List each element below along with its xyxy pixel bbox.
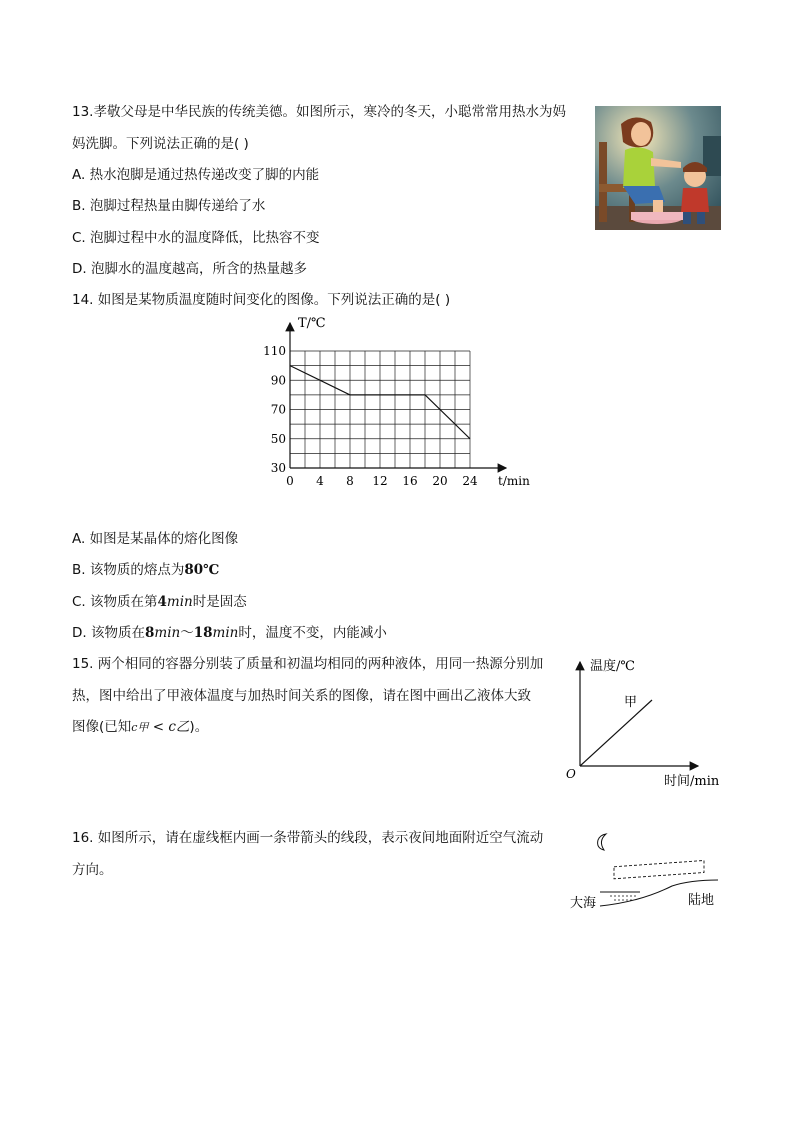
q15-ylabel: 温度/℃ [590,659,635,674]
x-axis-label: t/min [498,474,530,488]
q15-less-than: < [148,719,169,735]
q15-line1: 15. 两个相同的容器分别装了质量和初温均相同的两种液体，用同一热源分别加 [72,656,544,672]
q13-option-c: C. 泡脚过程中水的温度降低，比热容不变 [72,230,320,246]
q13-option-d: D. 泡脚水的温度越高，所含的热量越多 [72,261,307,277]
q15-series-jia-line [580,700,652,766]
x-tick-label: 8 [346,474,354,488]
q14-option-b [72,560,219,580]
q14-temperature-chart [250,312,550,492]
q14-option-c [72,592,247,612]
q16-line2: 方向。 [72,862,113,878]
moon-icon [598,834,606,850]
q15-c-jia: c甲 [131,721,149,734]
q15-line3-prefix: 图像(已知 [72,719,132,735]
q15-line2: 热，图中给出了甲液体温度与加热时间关系的图像，请在图中画出乙液体大致 [72,688,531,704]
y-tick-label: 50 [270,431,286,446]
x-tick-label: 0 [286,474,294,488]
q14-option-d [72,623,387,643]
q16-line1: 16. 如图所示，请在虚线框内画一条带箭头的线段，表示夜间地面附近空气流动 [72,830,544,846]
y-tick-label: 90 [270,373,286,388]
q14-option-b-prefix: B. 该物质的熔点为 [72,562,185,578]
q15-graph [560,654,725,790]
x-tick-label: 12 [372,474,388,488]
q15-line3-suffix: )。 [189,719,209,735]
q14-option-d-unit2: min [212,625,239,641]
q14-option-d-number2: 18 [193,625,213,641]
x-tick-label: 20 [432,474,448,488]
q16-land-label: 陆地 [688,893,715,908]
q14-option-c-suffix: 时是固态 [192,594,247,610]
q14-option-d-unit1: min [154,625,181,641]
q16-sea-label: 大海 [570,896,597,911]
q15-xlabel: 时间/min [664,774,720,789]
y-tick-label: 70 [270,402,286,417]
q14-option-d-tilde: ～ [180,625,194,641]
q13-illustration [595,106,721,230]
x-tick-label: 24 [462,474,478,488]
q14-option-c-unit: min [166,594,193,610]
q14-option-a: A. 如图是某晶体的熔化图像 [72,531,239,547]
x-tick-label: 4 [316,474,324,488]
q15-line3 [72,717,208,738]
q14-option-b-value: 80℃ [184,562,220,578]
q13-option-a: A. 热水泡脚是通过热传递改变了脚的内能 [72,167,320,183]
y-axis-label: T/℃ [298,316,326,331]
q13-stem-line1: 13.孝敬父母是中华民族的传统美德。如图所示，寒冷的冬天，小聪常常用热水为妈 [72,104,566,120]
q15-c-yi: c乙 [168,719,190,735]
q13-option-b: B. 泡脚过程热量由脚传递给了水 [72,198,266,214]
q14-option-c-number: 4 [157,594,167,610]
y-tick-label: 30 [270,461,286,475]
q14-option-d-number1: 8 [144,625,155,641]
q16-diagram [568,826,728,916]
q15-series-label: 甲 [624,695,638,710]
q13-stem-line2: 妈洗脚。下列说法正确的是( ) [72,136,249,152]
dashed-box [614,860,704,878]
q14-option-d-suffix: 时，温度不变，内能减小 [238,625,387,641]
q15-origin: O [566,767,576,781]
q14-stem: 14. 如图是某物质温度随时间变化的图像。下列说法正确的是( ) [72,292,451,308]
x-tick-label: 16 [402,474,418,488]
q14-option-c-prefix: C. 该物质在第 [72,594,158,610]
y-tick-label: 110 [263,344,286,358]
q14-option-d-prefix: D. 该物质在 [72,625,145,641]
